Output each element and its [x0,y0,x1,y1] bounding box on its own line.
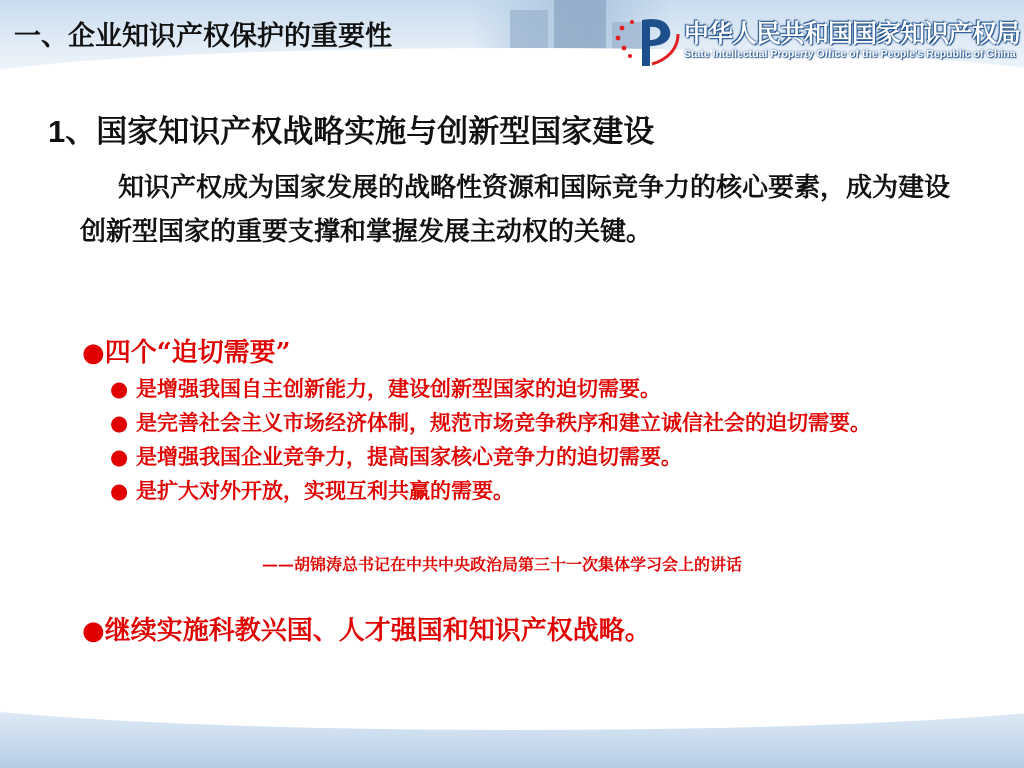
section-title: 一、企业知识产权保护的重要性 [14,21,392,52]
logo-english-name: State Intellectual Property Office of the People's Republic of China [684,48,1016,60]
bullet-icon: ● [110,376,129,401]
bullet-icon: ● [110,478,129,503]
sipo-logo [612,10,1021,72]
four-needs-list [110,372,950,508]
bullet-icon: ● [110,444,129,469]
strategy-bullet-text: 继续实施科教兴国、人才强国和知识产权战略。 [104,616,651,646]
bullet-icon: ● [110,410,129,435]
bullet-icon: ● [82,616,105,646]
subtitle-number: 1 [48,114,66,149]
sipo-emblem-icon [612,10,682,72]
four-needs-heading-text: 四个“迫切需要” [104,338,291,368]
logo-chinese-name: 中华人民共和国国家知识产权局 [684,19,1021,48]
list-item-text: 是增强我国自主创新能力，建设创新型国家的迫切需要。 [136,376,661,401]
bullet-icon: ● [82,338,105,368]
list-item [110,406,950,440]
intro-paragraph: 知识产权成为国家发展的战略性资源和国际竞争力的核心要素，成为建设创新型国家的重要支撑和掌握发展主动权的关键。 [80,173,951,247]
list-item [110,474,950,508]
subtitle [48,106,654,151]
list-item-text: 是扩大对外开放，实现互利共赢的需要。 [136,478,514,503]
footer-swoosh [0,650,1024,730]
list-item [110,372,950,406]
list-item-text: 是增强我国企业竞争力，提高国家核心竞争力的迫切需要。 [136,444,682,469]
four-needs-heading [82,332,291,369]
list-item [110,440,950,474]
hu-jintao-quote-source: ——胡锦涛总书记在中共中央政治局第三十一次集体学习会上的讲话 [262,555,743,574]
list-item-text: 是完善社会主义市场经济体制，规范市场竞争秩序和建立诚信社会的迫切需要。 [136,410,871,435]
subtitle-text: 、国家知识产权战略实施与创新型国家建设 [65,114,655,150]
strategy-bullet [82,610,651,647]
